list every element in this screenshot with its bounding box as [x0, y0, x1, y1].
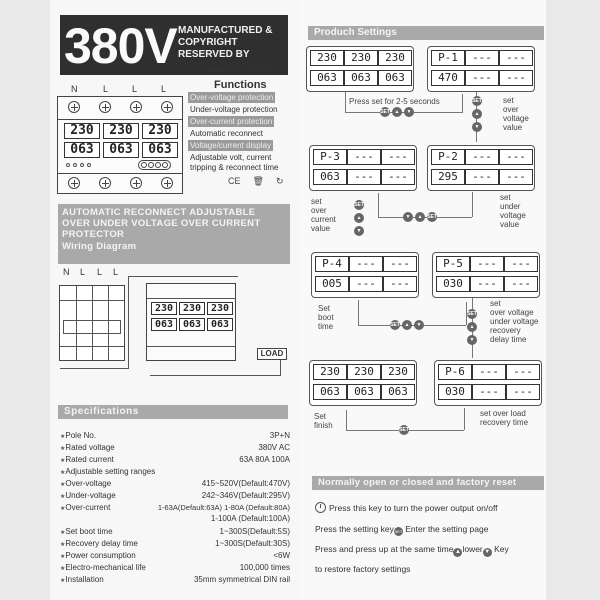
spec-row: ★ Rated current 63A 80A 100A	[60, 455, 290, 465]
lcd-cell: 063	[347, 384, 381, 400]
settings-panel-p3	[309, 145, 417, 191]
current-display: 063	[179, 318, 205, 331]
function-item: Voltage/current display	[190, 141, 271, 150]
lcd-cell: ---	[347, 169, 381, 185]
ce-mark-icon: CE	[228, 176, 241, 186]
finish-note: Set finish	[314, 412, 333, 430]
lcd-cell: 063	[313, 384, 347, 400]
lcd-cell: 030	[436, 276, 470, 292]
pole-label: L	[113, 267, 119, 277]
lcd-cell: 063	[310, 70, 344, 86]
up-key-icon: ▲	[402, 320, 412, 330]
pole-label: L	[161, 84, 167, 94]
lcd-cell: 230	[381, 364, 415, 380]
down-key-icon: ▼	[403, 212, 413, 222]
lcd-cell: ---	[499, 149, 533, 165]
key-sequence	[380, 107, 414, 117]
lcd-cell: ---	[506, 384, 540, 400]
screw-terminal-icon	[130, 177, 142, 189]
spec-row: ★ Installation 35mm symmetrical DIN rail	[60, 575, 290, 585]
voltage-display: 230	[142, 123, 178, 139]
settings-title: Produch Settings	[308, 26, 544, 40]
screw-terminal-icon	[68, 101, 80, 113]
lcd-cell: ---	[349, 276, 383, 292]
spec-row: ★ Adjustable setting ranges	[60, 467, 290, 477]
wired-protector	[146, 283, 236, 361]
lcd-cell: ---	[347, 149, 381, 165]
lcd-cell: ---	[383, 276, 417, 292]
screw-terminal-icon	[130, 101, 142, 113]
lcd-cell: ---	[465, 169, 499, 185]
pole-label: N	[71, 84, 78, 94]
spec-row: ★ Under-voltage 242~346V(Default:295V)	[60, 491, 290, 501]
lcd-cell: 230	[378, 50, 412, 66]
set-key-icon: SET	[390, 322, 400, 328]
pole-label: L	[80, 267, 86, 277]
pole-label: N	[63, 267, 70, 277]
current-display: 063	[103, 142, 139, 158]
product-title-banner: AUTOMATIC RECONNECT ADJUSTABLE OVER UNDER VOLTAGE OVER CURRENT PROTECTOR Wiring Diagram	[58, 204, 290, 264]
lcd-cell: 470	[431, 70, 465, 86]
current-display: 063	[142, 142, 178, 158]
lcd-cell: ---	[465, 149, 499, 165]
lcd-cell: ---	[349, 256, 383, 272]
lcd-cell: 230	[310, 50, 344, 66]
lcd-cell: ---	[465, 70, 499, 86]
p4-note: Set boot time	[318, 304, 334, 331]
function-item: Under-voltage protection	[190, 105, 278, 114]
down-key-icon: ▼	[467, 335, 477, 345]
function-item: Over-current protection	[190, 117, 273, 126]
top-terminals	[58, 101, 182, 113]
spec-row: ★ Pole No. 3P+N	[60, 431, 290, 441]
lcd-cell: P-3	[313, 149, 347, 165]
settings-panel-home	[306, 46, 414, 92]
current-display: 063	[151, 318, 177, 331]
pole-label: L	[132, 84, 138, 94]
key-sequence	[403, 212, 437, 222]
protector-device	[57, 96, 183, 194]
up-key-icon: ▲	[392, 107, 402, 117]
reset-line-1: Press this key to turn the power output on/off	[315, 502, 498, 513]
lcd-cell: 295	[431, 169, 465, 185]
lcd-cell: 063	[344, 70, 378, 86]
voltage-display: 230	[151, 302, 177, 315]
press-set-note: Press set for 2-5 seconds	[349, 97, 440, 106]
set-key-icon: SET	[472, 98, 482, 104]
set-key-icon: SET	[467, 311, 477, 317]
lcd-cell: 230	[347, 364, 381, 380]
lcd-cell: ---	[472, 364, 506, 380]
lcd-cell: ---	[504, 276, 538, 292]
up-key-icon: ▲	[354, 213, 364, 223]
lcd-cell: 063	[313, 169, 347, 185]
lcd-cell: P-1	[431, 50, 465, 66]
lcd-cell: 063	[381, 384, 415, 400]
functions-title: Functions	[214, 79, 267, 91]
spec-row: ★ Over-current 1-63A(Default:63A) 1-80A (Default:80A)	[60, 503, 290, 513]
p5-note: set over voltage under voltage recovery delay time	[490, 299, 539, 344]
up-key-icon: ▲	[467, 322, 477, 332]
function-extra: Adjustable volt, current tripping & reconnect time	[190, 153, 279, 172]
key-sequence	[399, 425, 409, 435]
voltage-title: 380V	[64, 18, 177, 74]
voltage-display: 230	[179, 302, 205, 315]
screw-terminal-icon	[99, 177, 111, 189]
status-leds	[66, 163, 91, 167]
settings-panel-p4	[311, 252, 419, 298]
lcd-cell: ---	[499, 169, 533, 185]
set-key-icon: SET	[427, 214, 437, 220]
reset-line-2: Press the setting keySET Enter the setting page	[315, 524, 489, 534]
voltage-display: 230	[103, 123, 139, 139]
bottom-terminals	[58, 177, 182, 189]
load-box: LOAD	[257, 348, 287, 360]
lcd-cell: P-5	[436, 256, 470, 272]
lcd-cell: P-4	[315, 256, 349, 272]
voltage-display: 230	[207, 302, 233, 315]
down-key-icon: ▼	[354, 226, 364, 236]
lcd-cell: ---	[506, 364, 540, 380]
lcd-cell: ---	[381, 149, 415, 165]
settings-panel-p6	[434, 360, 542, 406]
up-key-icon: ▲	[415, 212, 425, 222]
lcd-cell: P-6	[438, 364, 472, 380]
screw-terminal-icon	[161, 101, 173, 113]
lcd-cell: ---	[472, 384, 506, 400]
down-key-icon: ▼	[414, 320, 424, 330]
control-buttons	[138, 160, 171, 170]
lcd-cell: ---	[470, 256, 504, 272]
set-key-icon: SET	[394, 529, 403, 534]
up-key-icon: ▲	[454, 549, 461, 555]
spec-row: 1-100A (Default:100A)	[210, 514, 290, 523]
spec-row: ★ Set boot time 1~300S(Default:5S)	[60, 527, 290, 537]
pole-label: L	[103, 84, 109, 94]
settings-panel-p2	[427, 145, 535, 191]
recycle-bin-icon: 🗑	[252, 176, 264, 186]
current-display: 063	[207, 318, 233, 331]
settings-panel-p1	[427, 46, 535, 92]
spec-row: ★ Rated voltage 380V AC	[60, 443, 290, 453]
spec-row: ★ Over-voltage 415~520V(Default:470V)	[60, 479, 290, 489]
lcd-cell: ---	[383, 256, 417, 272]
set-key-icon: SET	[354, 202, 364, 208]
power-icon	[315, 502, 326, 513]
lcd-cell: ---	[381, 169, 415, 185]
specifications-title: Specifications	[58, 405, 288, 419]
current-display: 063	[64, 142, 100, 158]
screw-terminal-icon	[161, 177, 173, 189]
spec-row: ★ Recovery delay time 1~300S(Default:30S)	[60, 539, 290, 549]
settings-panel-p5	[432, 252, 540, 298]
spec-row: ★ Power consumption <6W	[60, 551, 290, 561]
up-key-icon: ▲	[472, 109, 482, 119]
model-number: Model AVP-100/80/63	[206, 66, 271, 74]
down-key-icon: ▼	[404, 107, 414, 117]
lcd-cell: P-2	[431, 149, 465, 165]
reset-line-3: Press and press up at the same time ▲ lower ▼ Key	[315, 544, 509, 555]
lcd-cell: ---	[504, 256, 538, 272]
screw-terminal-icon	[99, 101, 111, 113]
lcd-cell: ---	[470, 276, 504, 292]
p6-note: set over load recovery time	[480, 409, 529, 427]
key-sequence	[472, 96, 482, 132]
lcd-cell: ---	[499, 50, 533, 66]
voltage-display: 230	[64, 123, 100, 139]
reset-line-4: to restore factory settings	[315, 564, 411, 574]
key-sequence	[467, 309, 477, 345]
down-key-icon: ▼	[484, 549, 491, 555]
key-sequence	[354, 200, 364, 236]
lcd-cell: 230	[344, 50, 378, 66]
settings-panel-finish	[309, 360, 417, 406]
down-key-icon: ▼	[472, 122, 482, 132]
wiring-diagram-title: Wiring Diagram	[62, 241, 137, 252]
lcd-cell: ---	[465, 50, 499, 66]
lcd-cell: 230	[313, 364, 347, 380]
p1-note: set over voltage value	[503, 96, 529, 132]
set-key-icon: SET	[399, 427, 409, 433]
lcd-cell: 063	[378, 70, 412, 86]
screw-terminal-icon	[68, 177, 80, 189]
certifications	[228, 176, 284, 187]
lcd-cell: ---	[499, 70, 533, 86]
lcd-cell: 030	[438, 384, 472, 400]
p3-note: set over current value	[311, 197, 336, 233]
recycle-icon: ↻	[275, 176, 284, 186]
key-sequence	[390, 320, 424, 330]
copyright-text: MANUFACTURED & COPYRIGHT RESERVED BY	[178, 25, 273, 60]
circuit-breaker	[59, 285, 125, 361]
reset-title: Normally open or closed and factory reset	[312, 476, 544, 490]
set-key-icon: SET	[380, 109, 390, 115]
pole-label: L	[97, 267, 103, 277]
lcd-cell: 005	[315, 276, 349, 292]
function-item: Over-voltage protection	[190, 93, 274, 102]
function-item: Automatic reconnect	[190, 129, 263, 138]
p2-note: set under voltage value	[500, 193, 526, 229]
spec-row: ★ Electro-mechanical life 100,000 times	[60, 563, 290, 573]
